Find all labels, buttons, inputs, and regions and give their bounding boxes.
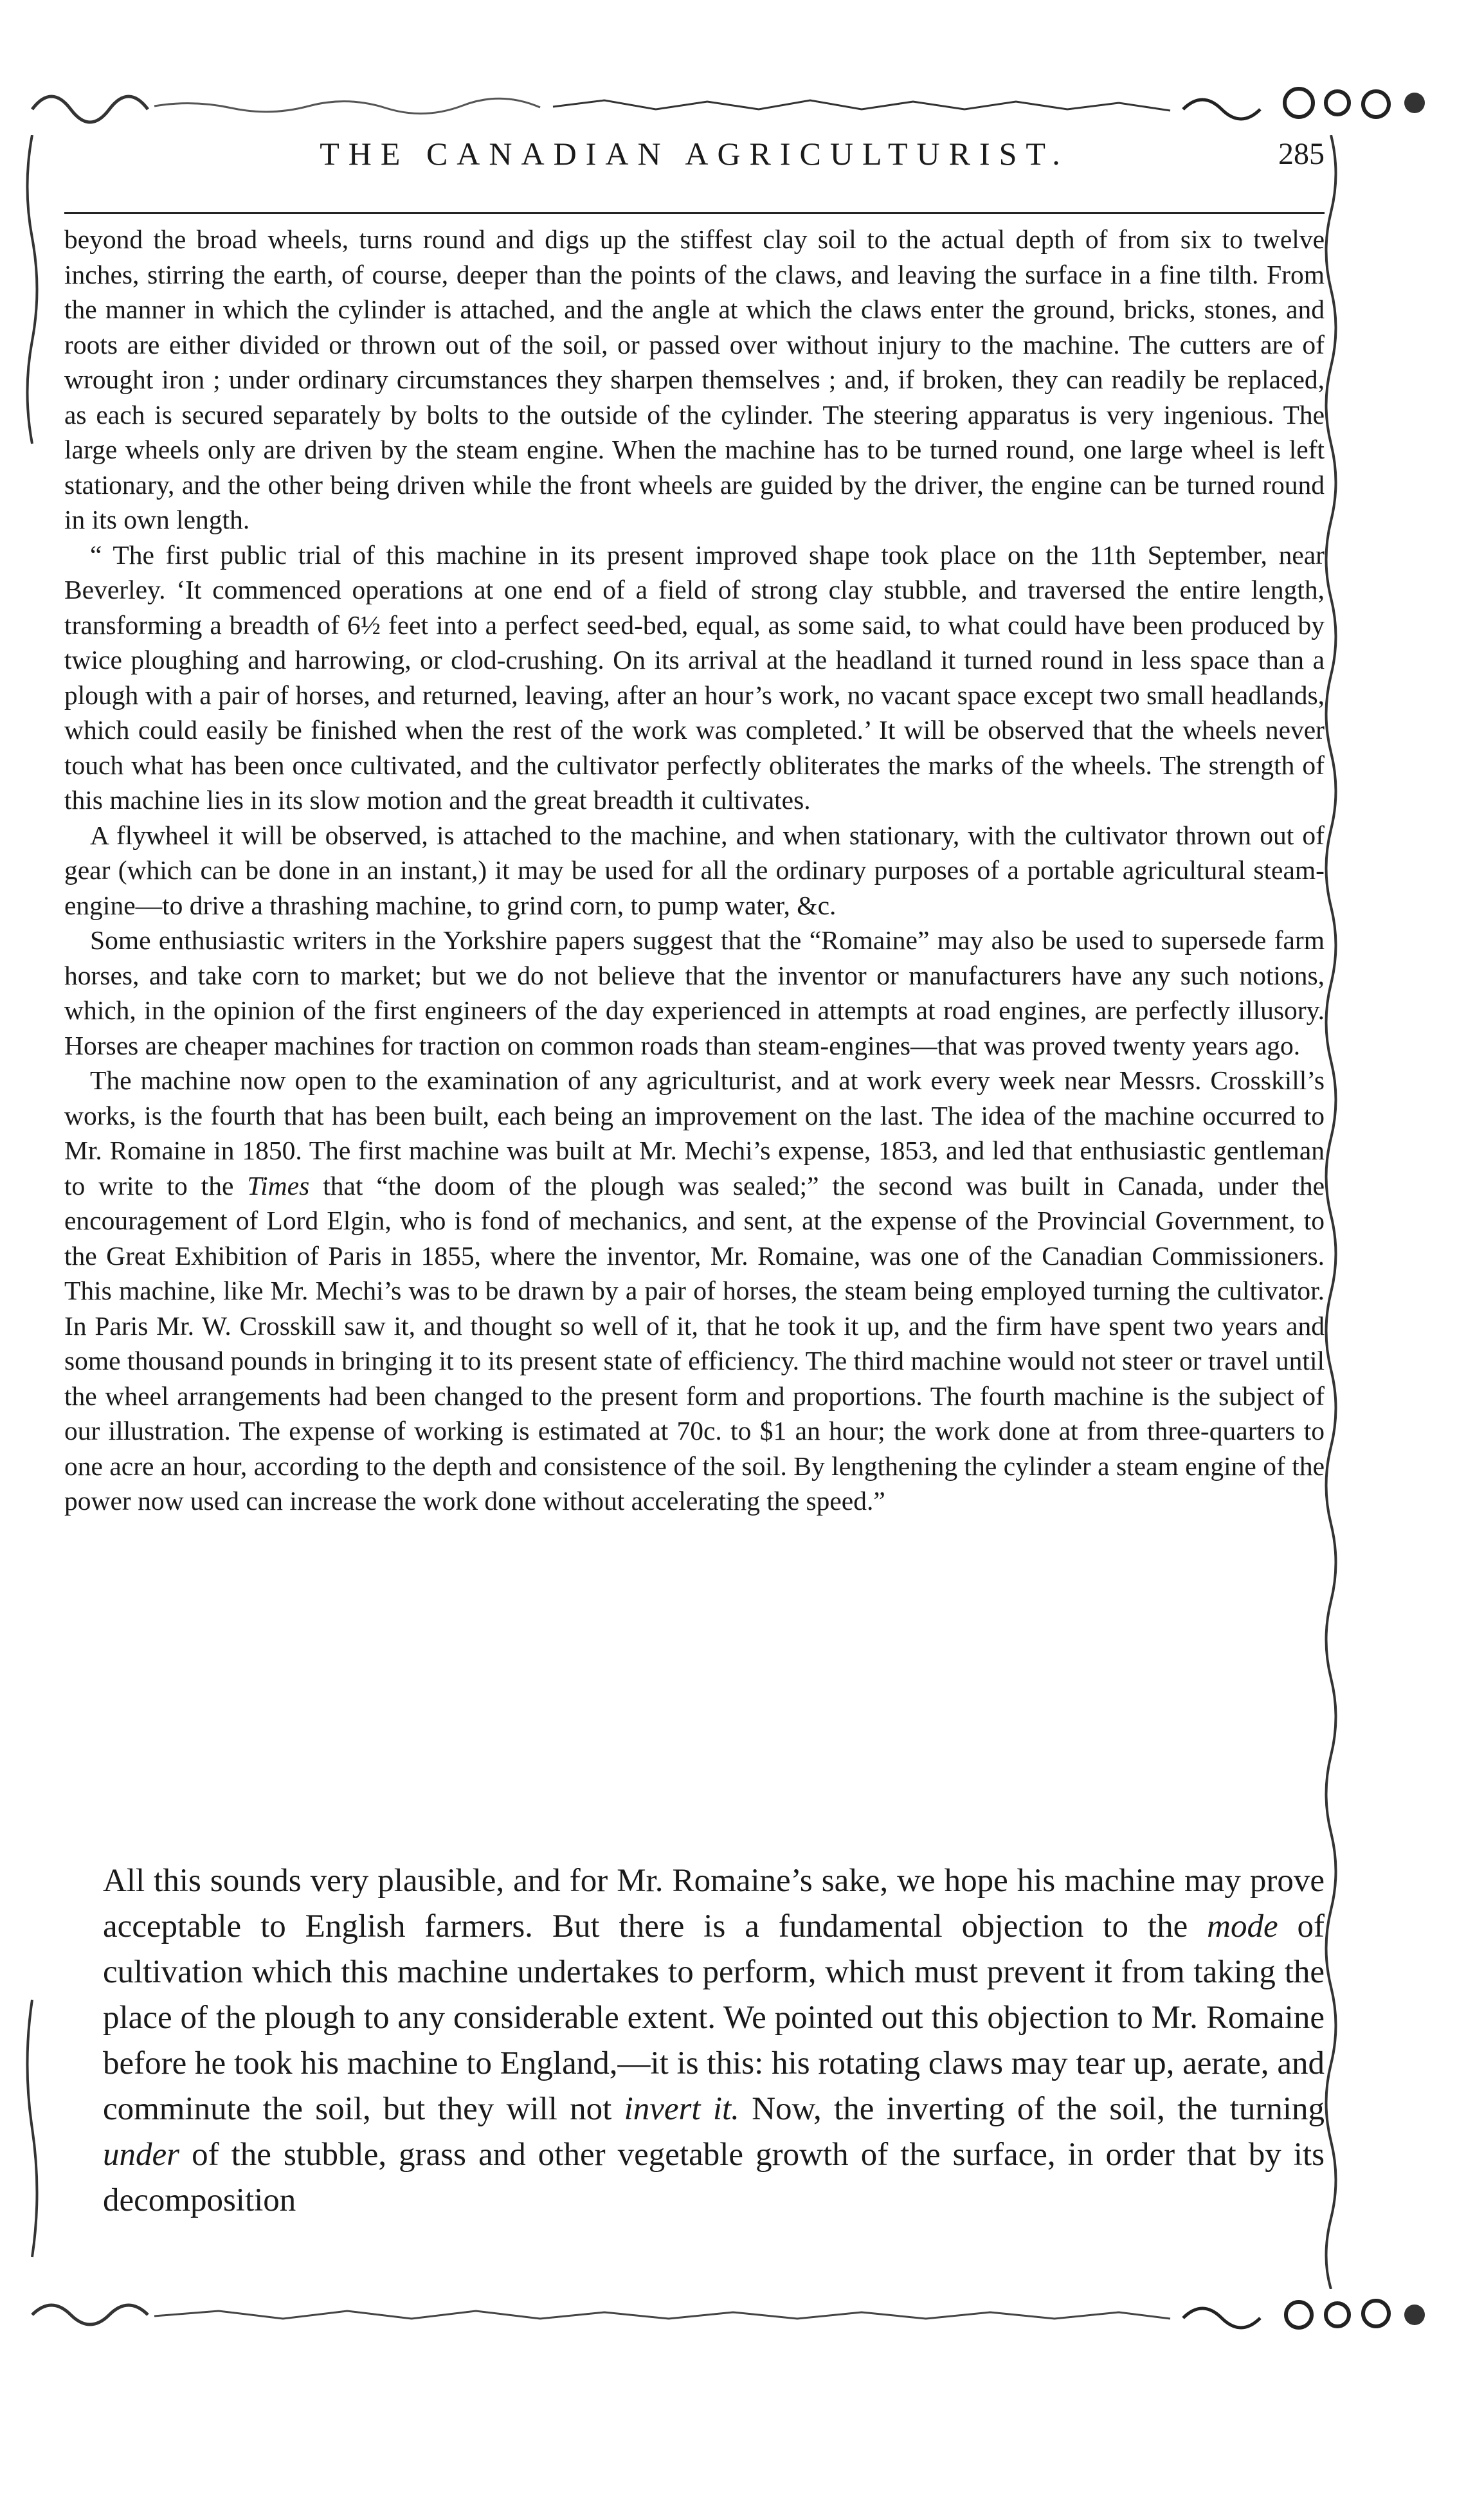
paragraph xyxy=(64,1063,1325,1519)
paragraph: “ The first public trial of this machine in its present improved shape took place on the 11th September, near Beverley. ‘It commenced operations at one end of a field of strong clay stubble, and traversed the entire length, transforming a breadth of 6½ feet into a perfect seed-bed, equal, as some said, to what could have been produced by twice ploughing and harrowing, or clod-crushing. On its arrival at the headland it turned round in less space than a plough with a pair of horses, and returned, leaving, after an hour’s work, no vacant space except two small headlands, which could easily be finished when the rest of the work was completed.’ It will be observed that the wheels never touch what has been once cultivated, and the cultivator perfectly obliterates the marks of the wheels. The strength of this machine lies in its slow motion and the great breadth it cultivates. xyxy=(64,539,1325,815)
text-run: All this sounds very plausible, and for Mr. Romaine’s sake, we hope his machine may prove acceptable to English farmers. But there is a fundamental objection to the xyxy=(103,1863,1325,1944)
text-run: of the stubble, grass and other vegetable growth of the surface, in order that by its decomposition xyxy=(103,2137,1325,2218)
running-title: THE CANADIAN AGRICULTURIST. xyxy=(320,136,1069,172)
text-run: of cultivation which this machine undertakes to perform, which must prevent it from taking the place of the plough to any considerable extent. We pointed out this objection to Mr. Romaine before he took his machine to England,—it is this: his rotating claws may tear up, aerate, and comminute the soil, but they will not xyxy=(103,1908,1325,2127)
italic-mode: mode xyxy=(1207,1908,1278,1944)
page-number: 285 xyxy=(1278,137,1325,171)
page-header xyxy=(64,129,1325,186)
italic-under: under xyxy=(103,2137,179,2173)
header-rule xyxy=(64,212,1325,214)
paragraph: beyond the broad wheels, turns round and digs up the stiffest clay soil to the actual depth of from six to twelve inches, stirring the earth, of course, deeper than the points of the claws, and leaving the surface in a fine tilth. From the manner in which the cylinder is attached, and the angle at which the claws enter the ground, bricks, stones, and roots are either divided or thrown out of the soil, or passed over without injury to the machine. The cutters are of wrought iron ; under ordinary circumstances they sharpen themselves ; and, if broken, they can readily be replaced, as each is secured separately by bolts to the outside of the cylinder. The steering apparatus is very ingenious. The large wheels only are driven by the steam engine. When the machine has to be turned round, one large wheel is left stationary, and the other being driven while the front wheels are guided by the driver, the engine can be turned round in its own length. xyxy=(64,224,1325,534)
text-run: that “the doom of the plough was sealed;” the second was built in Canada, under the encouragement of Lord Elgin, who is fond of mechanics, and sent, at the expense of the Provincial Government, to the Great Exhibition of Paris in 1855, where the inventor, Mr. Romaine, was one of the Canadian Commissioners. This machine, like Mr. Mechi’s was to be drawn by a pair of horses, the steam being employed turning the cultivator. In Paris Mr. W. Crosskill saw it, and thought so well of it, that he took it up, and the firm have spent two years and some thousand pounds in bringing it to its present state of efficiency. The third machine would not steer or travel until the wheel arrangements had been changed to the present form and proportions. The fourth machine is the subject of our illustration. The expense of working is estimated at 70c. to $1 an hour; the work done at from three-quarters to one acre an hour, according to the depth and consistence of the soil. By lengthening the cylinder a steam engine of the power now used can increase the work done without accelerating the speed.” xyxy=(64,1170,1325,1516)
ornamental-border-left xyxy=(19,135,45,2289)
paragraph: Some enthusiastic writers in the Yorkshire papers suggest that the “Romaine” may also be used to supersede farm horses, and take corn to market; but we do not believe that the inventor or manufacturers have any such notions, which, in the opinion of the first engineers of the day experienced in attempts at road engines, are perfectly illusory. Horses are cheaper machines for traction on common roads than steam-engines—that was proved twenty years ago. xyxy=(64,925,1325,1060)
quoted-article xyxy=(64,222,1325,1519)
italic-invert: invert it. xyxy=(624,2091,739,2127)
paragraph xyxy=(103,1858,1325,2224)
ornamental-border-top xyxy=(26,77,1440,129)
editorial-comment xyxy=(103,1858,1325,2224)
ornamental-border-bottom xyxy=(26,2289,1440,2341)
text-run: Now, the inverting of the soil, the turning xyxy=(739,2091,1325,2127)
italic-times: Times xyxy=(247,1170,310,1200)
text-run: The machine now open to the examination of any agriculturist, and at work every week near Messrs. Crosskill’s works, is the fourth that has been built, each being an improvement on the last. The idea of the machine occurred to Mr. Romaine in 1850. The first machine was built at Mr. Mechi’s expense, 1853, and led that enthusiastic gentleman to write to the xyxy=(64,1065,1325,1200)
paragraph: A flywheel it will be observed, is attached to the machine, and when stationary, with the cultivator thrown out of gear (which can be done in an instant,) it may be used for all the ordinary purposes of a portable agricultural steam-engine—to drive a thrashing machine, to grind corn, to pump water, &c. xyxy=(64,820,1325,920)
